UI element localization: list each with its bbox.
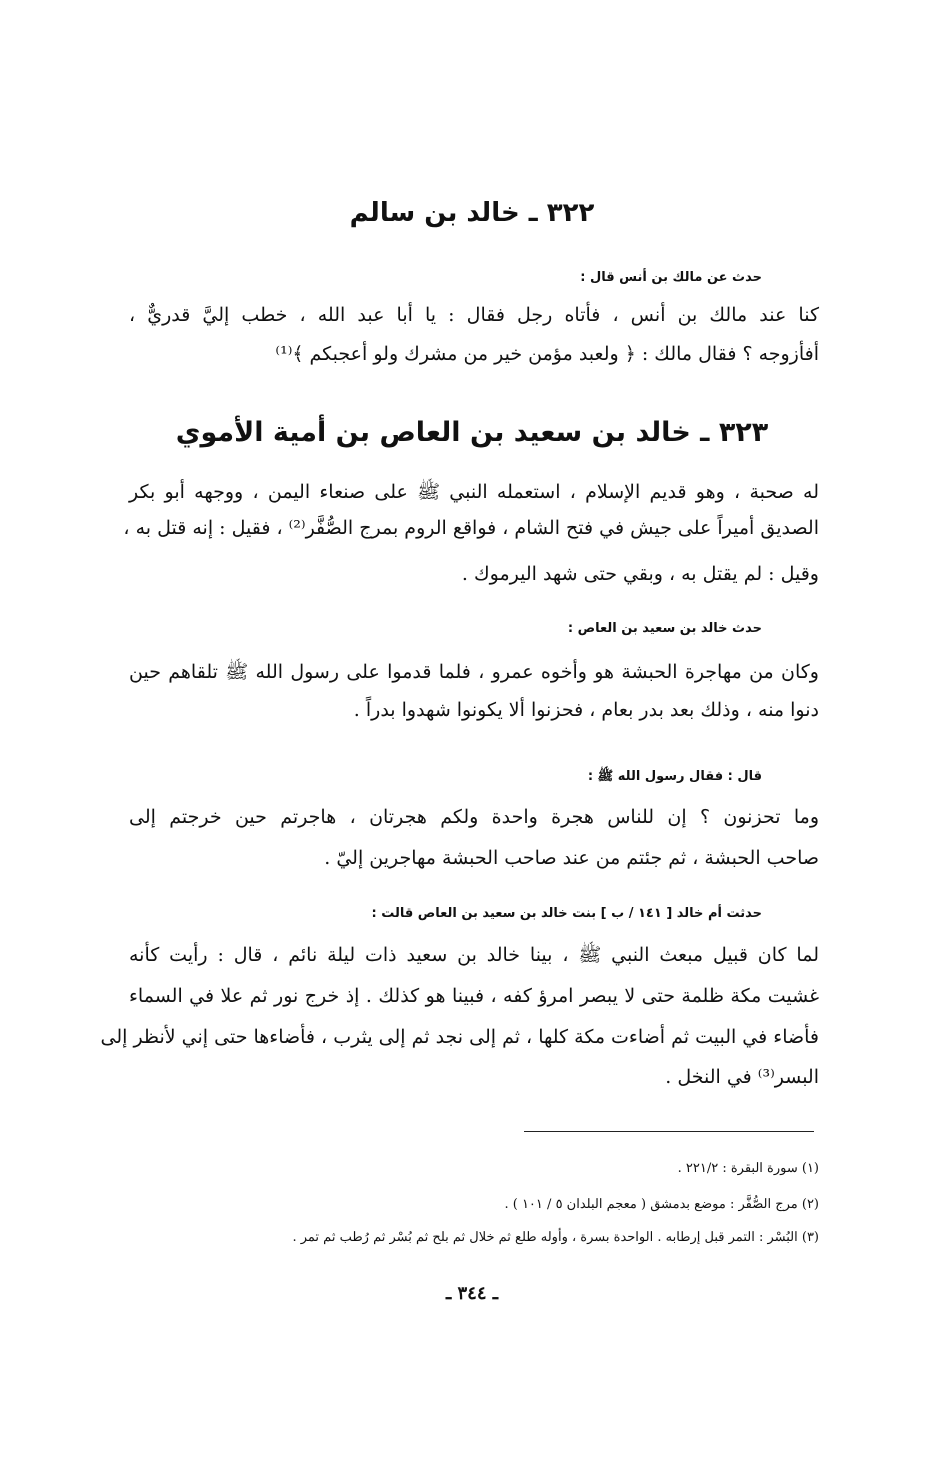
body-line: أفأزوجه ؟ فقال مالك : ﴿ ولعبد مؤمن خير من مشرك ولو أعجبكم ﴾⁽¹⁾ [275,343,819,365]
narration-intro: حدث خالد بن سعيد بن العاص : [567,621,762,636]
footnote: (٣) البُسْر : التمر قبل إرطابه . الواحدة بسرة ، وأوله طلع ثم خلال ثم بلح ثم بُسْر ثم رُطب ثم تمر . [292,1230,819,1245]
bio-line: الصديق أميراً على جيش في فتح الشام ، فواقع الروم بمرج الصُّفَّر⁽²⁾ ، فقيل : إنه قتل به ، [123,517,819,539]
body-line: البسر⁽³⁾ في النخل . [665,1066,819,1088]
body-line: كنا عند مالك بن أنس ، فأتاه رجل فقال : يا أبا عبد الله ، خطب إليَّ قدريٌّ ، [129,304,819,326]
footnote: (١) سورة البقرة : ٢٢١/٢ . [677,1161,819,1176]
body-line: غشيت مكة ظلمة حتى لا يبصر امرؤ كفه ، فبينا هو كذلك . إذ خرج نور ثم علا في السماء [129,985,820,1007]
narration-intro: حدث عن مالك بن أنس قال : [580,270,762,285]
footnote: (٢) مرج الصُّفَّر : موضع بدمشق ( معجم البلدان ٥ / ١٠١ ) . [504,1197,819,1212]
hadith-line: صاحب الحبشة ، ثم جئتم من عند صاحب الحبشة مهاجرين إليّ . [324,847,819,869]
body-line: لما كان قبيل مبعث النبي ﷺ ، بينا خالد بن سعيد ذات ليلة نائم ، قال : رأيت كأنه [129,944,819,966]
narration-intro: حدثت أم خالد [ ١٤١ / ب ] بنت خالد بن سعيد بن العاص قالت : [371,906,762,921]
bio-line: وقيل : لم يقتل به ، وبقي حتى شهد اليرموك . [461,563,819,585]
body-line: فأضاء في البيت ثم أضاءت مكة كلها ، ثم إلى نجد ثم إلى يثرب ، فأضاءها حتى إني لأنظر إلى [100,1026,819,1048]
narration-intro: قال : فقال رسول الله ﷺ : [587,769,762,784]
body-line: وكان من مهاجرة الحبشة هو وأخوه عمرو ، فلما قدموا على رسول الله ﷺ تلقاهم حين [129,661,819,683]
footnote-divider [524,1131,814,1132]
body-line: دنوا منه ، وذلك بعد بدر بعام ، فحزنوا ألا يكونوا شهدوا بدراً . [353,699,819,721]
hadith-line: وما تحزنون ؟ إن للناس هجرة واحدة ولكم هجرتان ، هاجرتم حين خرجتم إلى [129,806,819,828]
section-title-322: ٣٢٢ ـ خالد بن سالم [349,198,595,228]
bio-line: له صحبة ، وهو قديم الإسلام ، استعمله النبي ﷺ على صنعاء اليمن ، ووجهه أبو بكر [129,481,819,503]
page-number: ـ ٣٤٤ ـ [445,1283,499,1304]
section-title-323: ٣٢٣ ـ خالد بن سعيد بن العاص بن أمية الأموي [175,417,769,448]
